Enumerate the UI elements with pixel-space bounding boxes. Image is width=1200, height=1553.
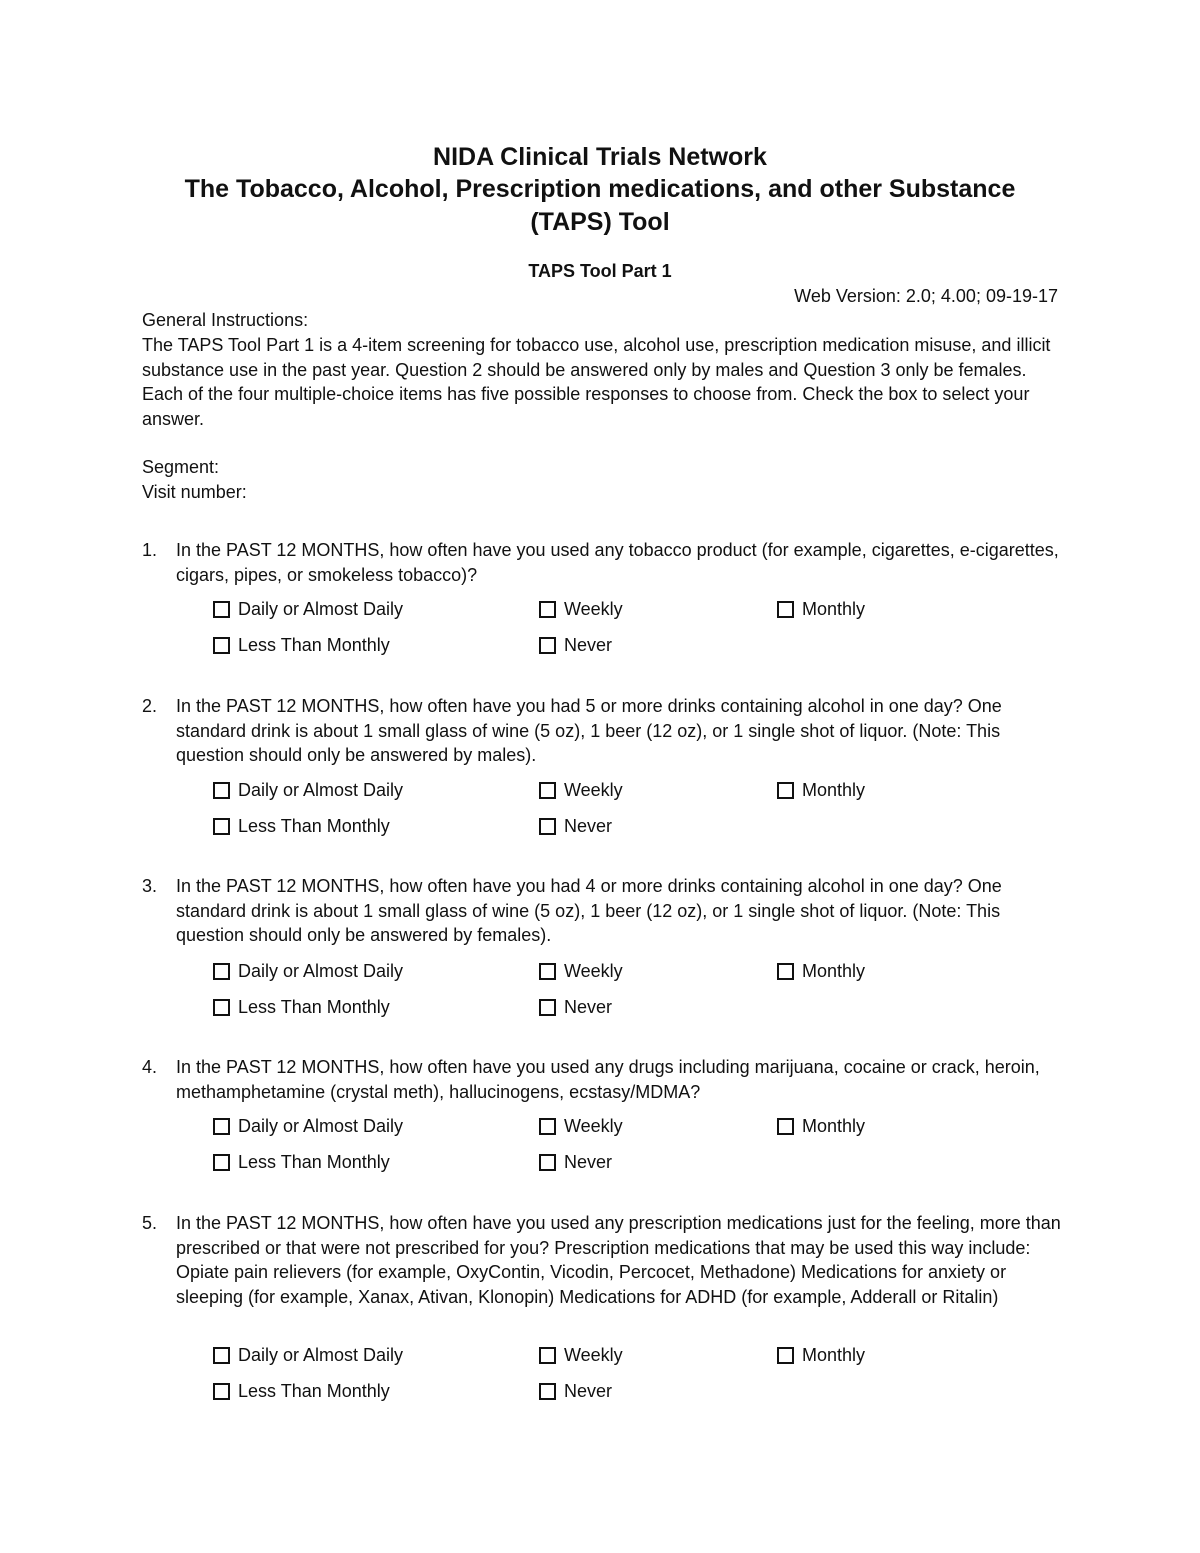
segment-field: Segment: <box>142 457 220 477</box>
checkbox-icon[interactable] <box>539 637 556 654</box>
checkbox-icon[interactable] <box>777 782 794 799</box>
checkbox-icon[interactable] <box>539 1118 556 1135</box>
option-monthly[interactable] <box>777 959 865 983</box>
question-text: In the PAST 12 MONTHS, how often have you had 4 or more drinks containing alcohol in one day? One standard drink is about 1 small glass of wine (5 oz), 1 beer (12 oz), or 1 single shot of liquor. (Note: This question should only be answered by females). <box>176 876 1002 945</box>
header-title-line2: The Tobacco, Alcohol, Prescription medications, and other Substance <box>184 175 1016 203</box>
option-label: Daily or Almost Daily <box>238 1344 404 1365</box>
checkbox-icon[interactable] <box>777 601 794 618</box>
option-less-than-monthly[interactable] <box>213 633 390 657</box>
option-less-than-monthly[interactable] <box>213 1150 390 1174</box>
option-label: Weekly <box>564 1344 623 1365</box>
option-label: Never <box>564 996 613 1017</box>
option-daily[interactable] <box>213 597 403 621</box>
checkbox-icon[interactable] <box>213 1383 230 1400</box>
option-label: Monthly <box>802 779 866 800</box>
question-number: 5. <box>142 1213 158 1233</box>
checkbox-icon[interactable] <box>213 601 230 618</box>
header-title-line1: NIDA Clinical Trials Network <box>433 143 767 171</box>
option-label: Weekly <box>564 779 623 800</box>
checkbox-icon[interactable] <box>777 1347 794 1364</box>
question-number: 2. <box>142 696 158 716</box>
checkbox-icon[interactable] <box>539 1383 556 1400</box>
option-monthly[interactable] <box>777 1114 865 1138</box>
checkbox-icon[interactable] <box>539 1154 556 1171</box>
checkbox-icon[interactable] <box>539 999 556 1016</box>
checkbox-icon[interactable] <box>539 1347 556 1364</box>
option-label: Monthly <box>802 1115 866 1136</box>
question-number: 4. <box>142 1057 158 1077</box>
question-text: In the PAST 12 MONTHS, how often have you used any prescription medications just for the feeling, more than prescribed or that were not prescribed for you? Prescription medications that may be used this way include: Opiate pain relievers (for example, OxyContin, Vicodin, Percocet, Methadone) Medications for anxiety or sleeping (for example, Xanax, Ativan, Klonopin) Medications for ADHD (for example, Adderall or Ritalin) <box>176 1213 1061 1307</box>
option-label: Less Than Monthly <box>238 1380 390 1401</box>
option-label: Never <box>564 815 613 836</box>
option-label: Less Than Monthly <box>238 634 390 655</box>
option-label: Monthly <box>802 598 866 619</box>
option-label: Daily or Almost Daily <box>238 1115 404 1136</box>
checkbox-icon[interactable] <box>213 999 230 1016</box>
option-never[interactable] <box>539 1150 612 1174</box>
instructions-text: The TAPS Tool Part 1 is a 4-item screening for tobacco use, alcohol use, prescription medication misuse, and illicit substance use in the past year. Question 2 should be answered only by males and Question 3 only be females. Each of the four multiple-choice items has five possible responses to choose from. Check the box to select your answer. <box>142 335 1051 429</box>
checkbox-icon[interactable] <box>213 1347 230 1364</box>
option-less-than-monthly[interactable] <box>213 1379 390 1403</box>
option-weekly[interactable] <box>539 778 623 802</box>
option-never[interactable] <box>539 633 612 657</box>
visit-number-field: Visit number: <box>142 482 247 502</box>
checkbox-icon[interactable] <box>777 1118 794 1135</box>
checkbox-icon[interactable] <box>539 601 556 618</box>
option-daily[interactable] <box>213 1114 403 1138</box>
option-never[interactable] <box>539 995 612 1019</box>
option-label: Monthly <box>802 960 866 981</box>
option-label: Weekly <box>564 1115 623 1136</box>
option-less-than-monthly[interactable] <box>213 995 390 1019</box>
option-label: Never <box>564 1380 613 1401</box>
question-text: In the PAST 12 MONTHS, how often have you had 5 or more drinks containing alcohol in one day? One standard drink is about 1 small glass of wine (5 oz), 1 beer (12 oz), or 1 single shot of liquor. (Note: This question should only be answered by males). <box>176 696 1002 765</box>
option-label: Never <box>564 634 613 655</box>
option-daily[interactable] <box>213 959 403 983</box>
option-label: Monthly <box>802 1344 866 1365</box>
question-text: In the PAST 12 MONTHS, how often have you used any tobacco product (for example, cigarettes, e-cigarettes, cigars, pipes, or smokeless tobacco)? <box>176 540 1059 585</box>
web-version: Web Version: 2.0; 4.00; 09-19-17 <box>794 286 1058 306</box>
option-weekly[interactable] <box>539 597 623 621</box>
option-never[interactable] <box>539 814 612 838</box>
option-monthly[interactable] <box>777 1343 865 1367</box>
option-daily[interactable] <box>213 778 403 802</box>
checkbox-icon[interactable] <box>213 637 230 654</box>
checkbox-icon[interactable] <box>213 963 230 980</box>
checkbox-icon[interactable] <box>539 818 556 835</box>
option-monthly[interactable] <box>777 778 865 802</box>
question-number: 3. <box>142 876 158 896</box>
instructions-label: General Instructions: <box>142 310 309 330</box>
option-less-than-monthly[interactable] <box>213 814 390 838</box>
option-weekly[interactable] <box>539 959 623 983</box>
option-label: Less Than Monthly <box>238 815 390 836</box>
option-label: Weekly <box>564 960 623 981</box>
checkbox-icon[interactable] <box>777 963 794 980</box>
part-subtitle: TAPS Tool Part 1 <box>528 261 672 281</box>
checkbox-icon[interactable] <box>213 1154 230 1171</box>
option-label: Less Than Monthly <box>238 1151 390 1172</box>
checkbox-icon[interactable] <box>539 782 556 799</box>
option-weekly[interactable] <box>539 1343 623 1367</box>
option-daily[interactable] <box>213 1343 403 1367</box>
option-label: Never <box>564 1151 613 1172</box>
checkbox-icon[interactable] <box>213 818 230 835</box>
checkbox-icon[interactable] <box>213 1118 230 1135</box>
option-label: Daily or Almost Daily <box>238 598 404 619</box>
checkbox-icon[interactable] <box>213 782 230 799</box>
question-text: In the PAST 12 MONTHS, how often have you used any drugs including marijuana, cocaine or crack, heroin, methamphetamine (crystal meth), hallucinogens, ecstasy/MDMA? <box>176 1057 1040 1102</box>
option-label: Weekly <box>564 598 623 619</box>
checkbox-icon[interactable] <box>539 963 556 980</box>
option-never[interactable] <box>539 1379 612 1403</box>
option-label: Daily or Almost Daily <box>238 960 404 981</box>
option-weekly[interactable] <box>539 1114 623 1138</box>
header-title-line3: (TAPS) Tool <box>530 208 670 236</box>
option-monthly[interactable] <box>777 597 865 621</box>
question-number: 1. <box>142 540 158 560</box>
option-label: Less Than Monthly <box>238 996 390 1017</box>
option-label: Daily or Almost Daily <box>238 779 404 800</box>
